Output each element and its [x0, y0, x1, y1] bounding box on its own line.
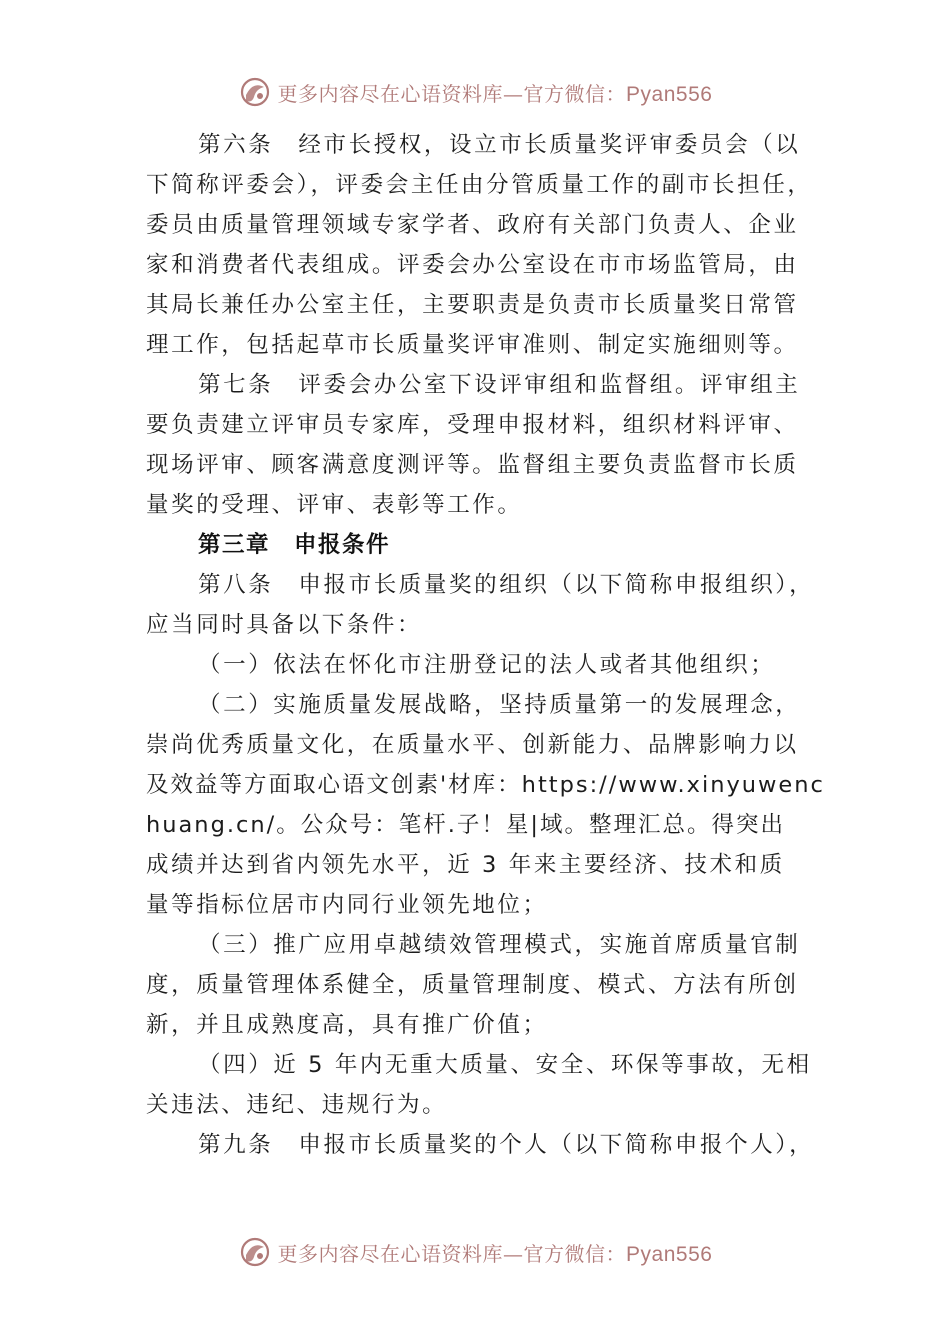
- paragraph-line: 第八条 申报市长质量奖的组织（以下简称申报组织），: [198, 572, 815, 598]
- watermark-wechat-id: Pyan556: [626, 1242, 713, 1266]
- paragraph-line: （三）推广应用卓越绩效管理模式，实施首席质量官制: [198, 932, 801, 958]
- paragraph-line: 其局长兼任办公室主任，主要职责是负责市长质量奖日常管: [146, 292, 799, 318]
- paragraph-line: 量等指标位居市内同行业领先地位；: [146, 892, 548, 918]
- paragraph-line: huang.cn/。公众号：笔杆.子！星|域。整理汇总。得突出: [146, 812, 785, 838]
- paragraph-line: （一）依法在怀化市注册登记的法人或者其他组织；: [198, 652, 776, 678]
- paragraph-line: 家和消费者代表组成。评委会办公室设在市市场监管局，由: [146, 252, 799, 278]
- paragraph-line: 量奖的受理、评审、表彰等工作。: [146, 492, 523, 518]
- paragraph-line: 应当同时具备以下条件：: [146, 612, 423, 638]
- paragraph-line: （四）近 5 年内无重大质量、安全、环保等事故，无相: [198, 1052, 812, 1078]
- paragraph-line: 要负责建立评审员专家库，受理申报材料，组织材料评审、: [146, 412, 799, 438]
- paragraph-line: 下简称评委会），评委会主任由分管质量工作的副市长担任，: [146, 172, 813, 198]
- paragraph-line: 现场评审、顾客满意度测评等。监督组主要负责监督市长质: [146, 452, 799, 478]
- chapter-heading: 第三章 申报条件: [198, 532, 391, 558]
- header-watermark: [0, 72, 950, 112]
- paragraph-line: 理工作，包括起草市长质量奖评审准则、制定实施细则等。: [146, 332, 799, 358]
- paragraph-line: 第七条 评委会办公室下设评审组和监督组。评审组主: [198, 372, 801, 398]
- paragraph-line: 及效益等方面取心语文创素'材库：https://www.xinyuwenc: [146, 772, 825, 798]
- paragraph-line: 成绩并达到省内领先水平，近 3 年来主要经济、技术和质: [146, 852, 785, 878]
- paragraph-line: 新，并且成熟度高，具有推广价值；: [146, 1012, 548, 1038]
- swirl-logo-icon: [238, 1235, 272, 1269]
- paragraph-line: （二）实施质量发展战略，坚持质量第一的发展理念，: [198, 692, 801, 718]
- paragraph-line: 第九条 申报市长质量奖的个人（以下简称申报个人），: [198, 1132, 815, 1158]
- watermark-text: 更多内容尽在心语资料库—官方微信：Pyan556: [277, 81, 713, 106]
- watermark-text: 更多内容尽在心语资料库—官方微信：Pyan556: [277, 1241, 713, 1266]
- document-body: [146, 125, 825, 1165]
- paragraph-line: 度，质量管理体系健全，质量管理制度、模式、方法有所创: [146, 972, 799, 998]
- footer-watermark: [0, 1232, 950, 1272]
- watermark-wechat-id: Pyan556: [626, 82, 713, 106]
- paragraph-line: 第六条 经市长授权，设立市长质量奖评审委员会（以: [198, 132, 801, 158]
- paragraph-line: 崇尚优秀质量文化，在质量水平、创新能力、品牌影响力以: [146, 732, 799, 758]
- paragraph-line: 委员由质量管理领域专家学者、政府有关部门负责人、企业: [146, 212, 799, 238]
- swirl-logo-icon: [238, 75, 272, 109]
- paragraph-line: 关违法、违纪、违规行为。: [146, 1092, 448, 1118]
